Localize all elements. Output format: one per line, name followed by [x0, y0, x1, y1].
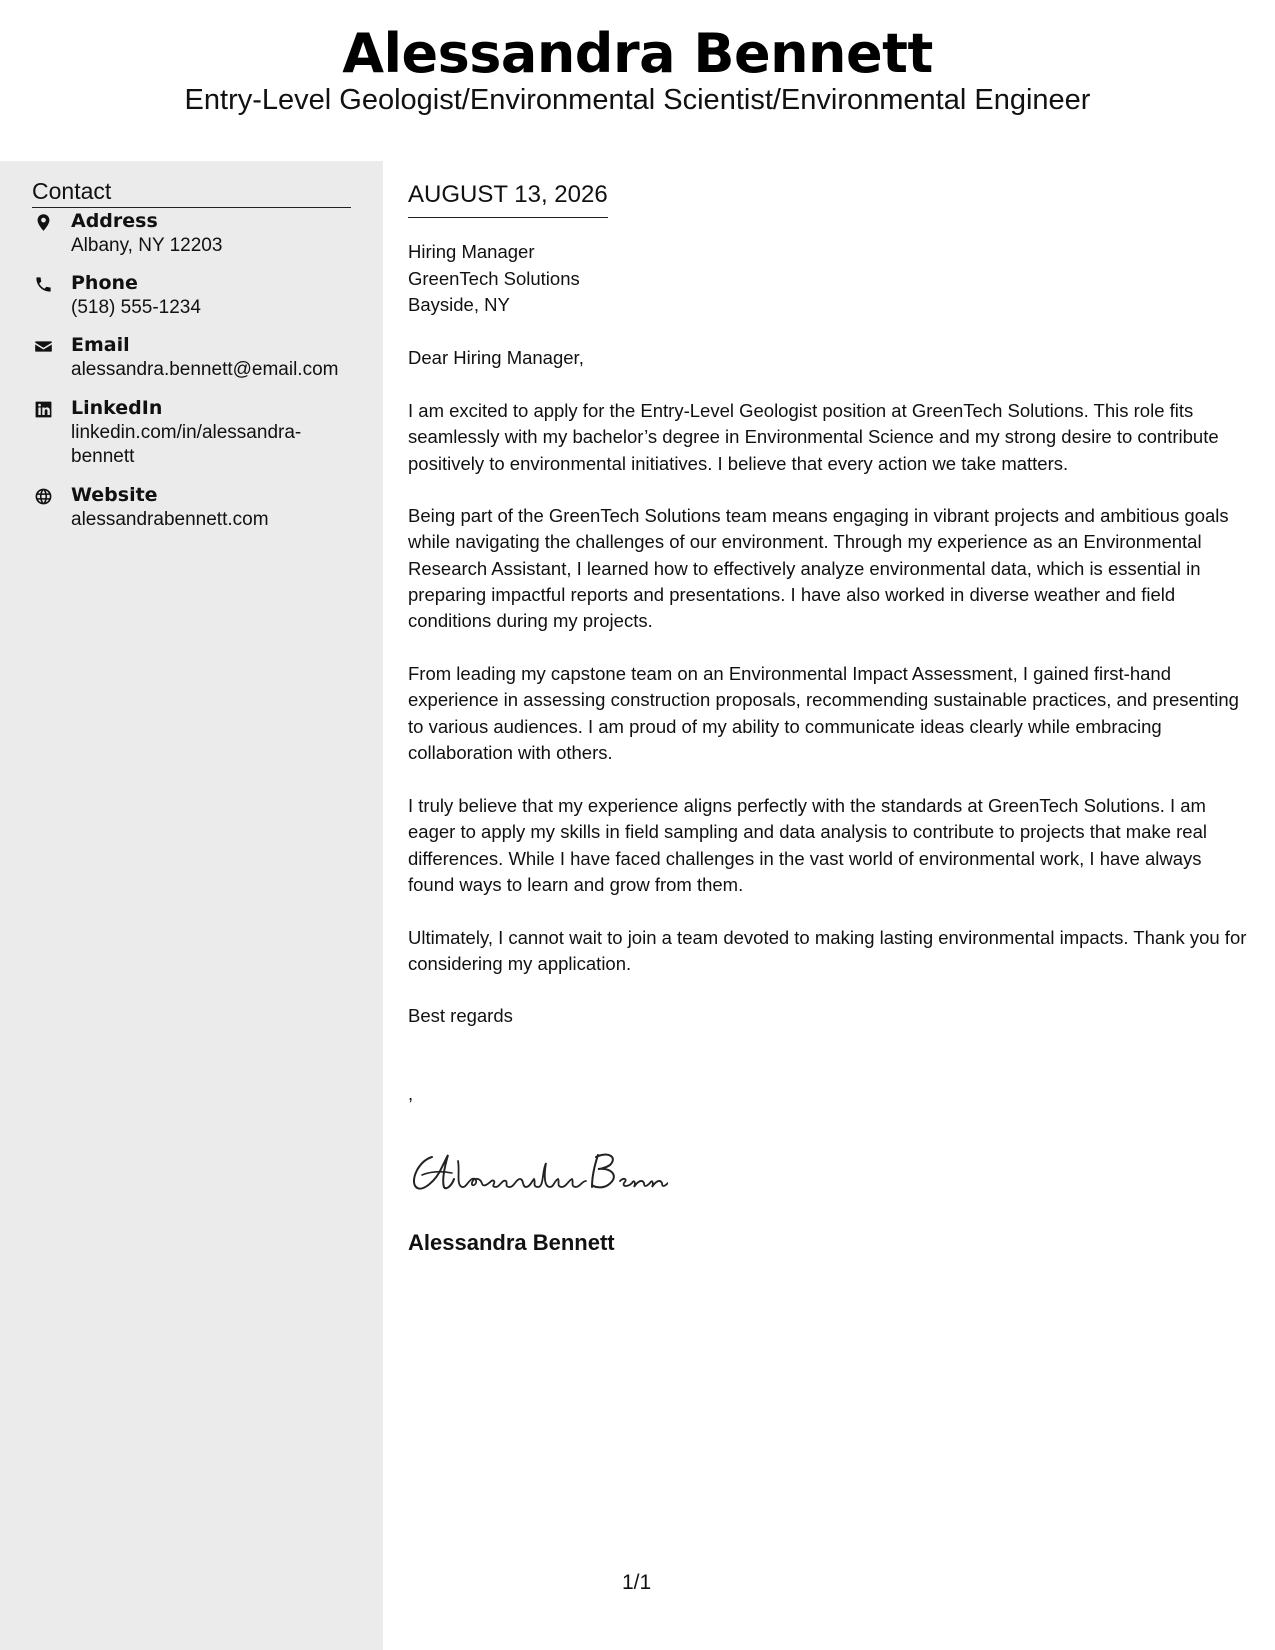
phone-icon [32, 273, 54, 295]
closing-comma: , [408, 1083, 414, 1104]
recipient-block [408, 239, 580, 319]
handwritten-signature [408, 1141, 668, 1201]
contact-value: (518) 555-1234 [71, 297, 201, 318]
letter-paragraph: I truly believe that my experience aligns perfectly with the standards at GreenTech Solutions. I am eager to apply my skills in field sampling and data analysis to contribute to projects that make real differences. While I have faced challenges in the vast world of environmental work, I have always found ways to learn and grow from them. [408, 795, 1207, 895]
map-pin-icon [32, 211, 54, 233]
letter-date: AUGUST 13, 2026 [408, 180, 608, 218]
contact-label: LinkedIn [71, 397, 163, 419]
signature-image [408, 1141, 668, 1201]
linkedin-icon [32, 398, 54, 420]
contact-sidebar [0, 161, 383, 1650]
candidate-title: Entry-Level Geologist/Environmental Scientist/Environmental Engineer [184, 84, 1091, 116]
recipient-line: GreenTech Solutions [408, 267, 580, 289]
salutation: Dear Hiring Manager, [408, 347, 584, 368]
letter-paragraph: I am excited to apply for the Entry-Level Geologist position at GreenTech Solutions. This role fits seamlessly with my bachelor’s degree in Environmental Science and my strong desire to contribute positively to environmental initiatives. I believe that every action we take matters. [408, 400, 1219, 474]
contact-value: alessandra.bennett@email.com [71, 359, 339, 380]
contact-value: linkedin.com/in/alessandra-bennett [71, 422, 302, 467]
envelope-icon [32, 335, 54, 357]
contact-value: Albany, NY 12203 [71, 235, 223, 256]
letter-paragraph: From leading my capstone team on an Environmental Impact Assessment, I gained first-hand experience in assessing construction proposals, recommending sustainable practices, and presenting to various audiences. I am proud of my ability to communicate ideas clearly while embracing collaboration with others. [408, 663, 1239, 763]
contact-label: Website [71, 484, 158, 506]
signer-name: Alessandra Bennett [408, 1230, 615, 1255]
contact-label: Phone [71, 272, 138, 294]
contact-heading: Contact [32, 176, 351, 208]
header [0, 0, 1275, 161]
contact-value: alessandrabennett.com [71, 509, 269, 530]
contact-label: Email [71, 334, 130, 356]
recipient-line: Hiring Manager [408, 241, 535, 262]
letter-paragraph: Ultimately, I cannot wait to join a team devoted to making lasting environmental impacts. Thank you for considering my application. [408, 927, 1247, 975]
globe-icon [32, 485, 54, 507]
letter-paragraph: Being part of the GreenTech Solutions team means engaging in vibrant projects and ambitious goals while navigating the challenges of our environment. Through my experience as an Environmental Research Assistant, I learned how to effectively analyze environmental data, which is essential in preparing impactful reports and presentations. I have also worked in diverse weather and field conditions during my projects. [408, 505, 1229, 632]
recipient-line: Bayside, NY [408, 294, 510, 315]
page-number: 1/1 [622, 1571, 652, 1594]
candidate-name: Alessandra Bennett [342, 22, 933, 85]
contact-label: Address [71, 210, 158, 232]
closing: Best regards [408, 1005, 513, 1026]
